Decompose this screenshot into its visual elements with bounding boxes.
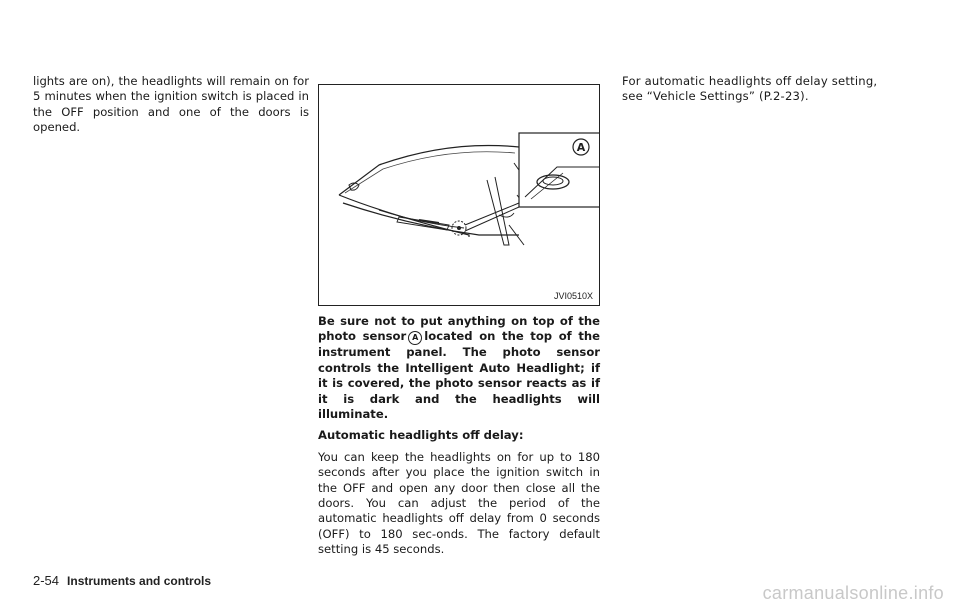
figure-code: JVI0510X <box>553 291 593 301</box>
windshield-illustration <box>319 85 600 306</box>
delay-paragraph: You can keep the headlights on for up to 180 seconds after you place the ignition switch in the OFF and open any door then close all the doors. You can adjust the period of the automatic headlights off delay from 0 seconds (OFF) to 180 sec-onds. The factory default setting is 45 seconds. <box>318 449 600 557</box>
warning-part2: located on the top of the instrument panel. The photo sensor controls the Intelligent Auto Headlight; if it is covered, the photo sensor reacts as if it is dark and the headlights will illuminate. <box>318 329 601 422</box>
left-column <box>33 74 309 142</box>
watermark: carmanualsonline.info <box>762 583 944 603</box>
photo-sensor-warning <box>318 314 600 422</box>
photo-sensor-figure <box>318 84 600 306</box>
sensor-label-a: A <box>408 331 422 345</box>
middle-column <box>318 314 600 564</box>
page-number: 2-54 <box>33 573 60 588</box>
right-paragraph: For automatic headlights off delay setting, see “Vehicle Settings” (P.2-23). <box>622 74 878 104</box>
left-paragraph: lights are on), the headlights will remain on for 5 minutes when the ignition switch is placed in the OFF position and one of the doors is opened. <box>33 74 309 135</box>
warning-part1: Be sure not to put anything on top of the photo sensor <box>318 314 600 344</box>
callout-label-a: A <box>576 141 586 154</box>
right-column <box>622 74 892 111</box>
footer-section-title: Instruments and controls <box>67 574 212 588</box>
page-footer <box>33 572 211 590</box>
section-heading: Automatic headlights off delay: <box>318 428 524 443</box>
